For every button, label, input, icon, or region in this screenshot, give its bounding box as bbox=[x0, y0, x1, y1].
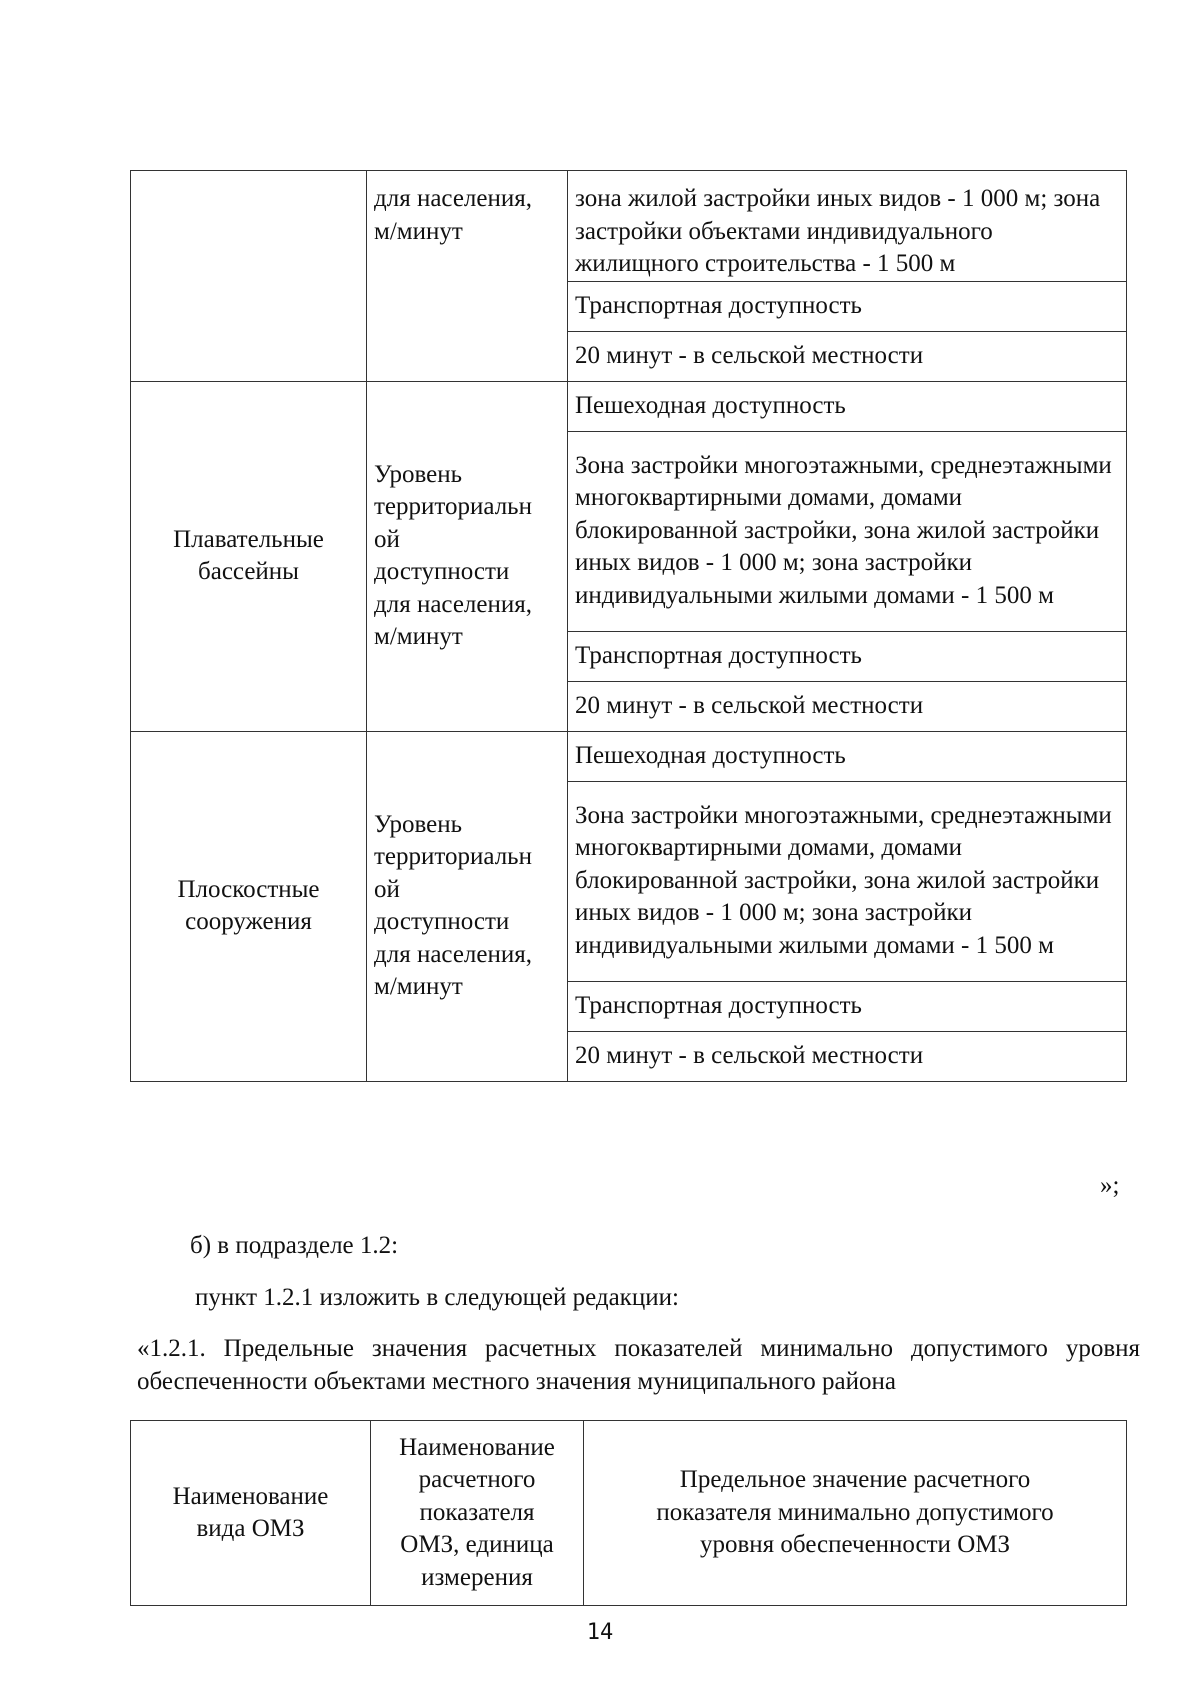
value-cell: 20 минут - в сельской местности bbox=[568, 1031, 1127, 1081]
indicator-cell: для населения, м/минут bbox=[367, 171, 568, 382]
value-cell: Пешеходная доступность bbox=[568, 381, 1127, 431]
value-cell: 20 минут - в сельской местности bbox=[568, 681, 1127, 731]
closing-quote-mark: »; bbox=[1100, 1172, 1120, 1199]
header-cell-limit-value: Предельное значение расчетного показателя минимально допустимого уровня обеспеченности ОМЗ bbox=[584, 1421, 1127, 1606]
indicator-cell: Уровень территориальн ой доступности для населения, м/минут bbox=[367, 731, 568, 1081]
value-cell: Пешеходная доступность bbox=[568, 731, 1127, 781]
subsection-line: б) в подразделе 1.2: bbox=[190, 1232, 399, 1259]
value-cell: зона жилой застройки иных видов - 1 000 м; зона застройки объектами индивидуального жилищного строительства - 1 500 м bbox=[568, 171, 1127, 282]
instruction-line: пункт 1.2.1 изложить в следующей редакции: bbox=[195, 1284, 679, 1311]
value-cell: Транспортная доступность bbox=[568, 981, 1127, 1031]
norms-table-continuation bbox=[130, 170, 1127, 1082]
page-number: 14 bbox=[586, 1620, 614, 1645]
object-name-cell: Плоскостные сооружения bbox=[131, 731, 367, 1081]
object-name-cell-empty bbox=[131, 171, 367, 382]
header-cell-indicator: Наименование расчетного показателя ОМЗ, единица измерения bbox=[371, 1421, 584, 1606]
indicator-cell: Уровень территориальн ой доступности для населения, м/минут bbox=[367, 381, 568, 731]
value-cell: Транспортная доступность bbox=[568, 281, 1127, 331]
value-cell: Зона застройки многоэтажными, среднеэтажными многоквартирными домами, домами блокированной застройки, зона жилой застройки иных видов - 1 000 м; зона застройки индивидуальными жилыми домами - 1 500 м bbox=[568, 431, 1127, 631]
value-cell: Транспортная доступность bbox=[568, 631, 1127, 681]
clause-121-paragraph: «1.2.1. Предельные значения расчетных показателей минимально допустимого уровня обеспеченности объектами местного значения муниципального района bbox=[137, 1335, 1140, 1395]
object-name-cell: Плавательные бассейны bbox=[131, 381, 367, 731]
value-cell: 20 минут - в сельской местности bbox=[568, 331, 1127, 381]
norms-table-header bbox=[130, 1420, 1127, 1606]
header-cell-omz-type: Наименование вида ОМЗ bbox=[131, 1421, 371, 1606]
value-cell: Зона застройки многоэтажными, среднеэтажными многоквартирными домами, домами блокированной застройки, зона жилой застройки иных видов - 1 000 м; зона застройки индивидуальными жилыми домами - 1 500 м bbox=[568, 781, 1127, 981]
